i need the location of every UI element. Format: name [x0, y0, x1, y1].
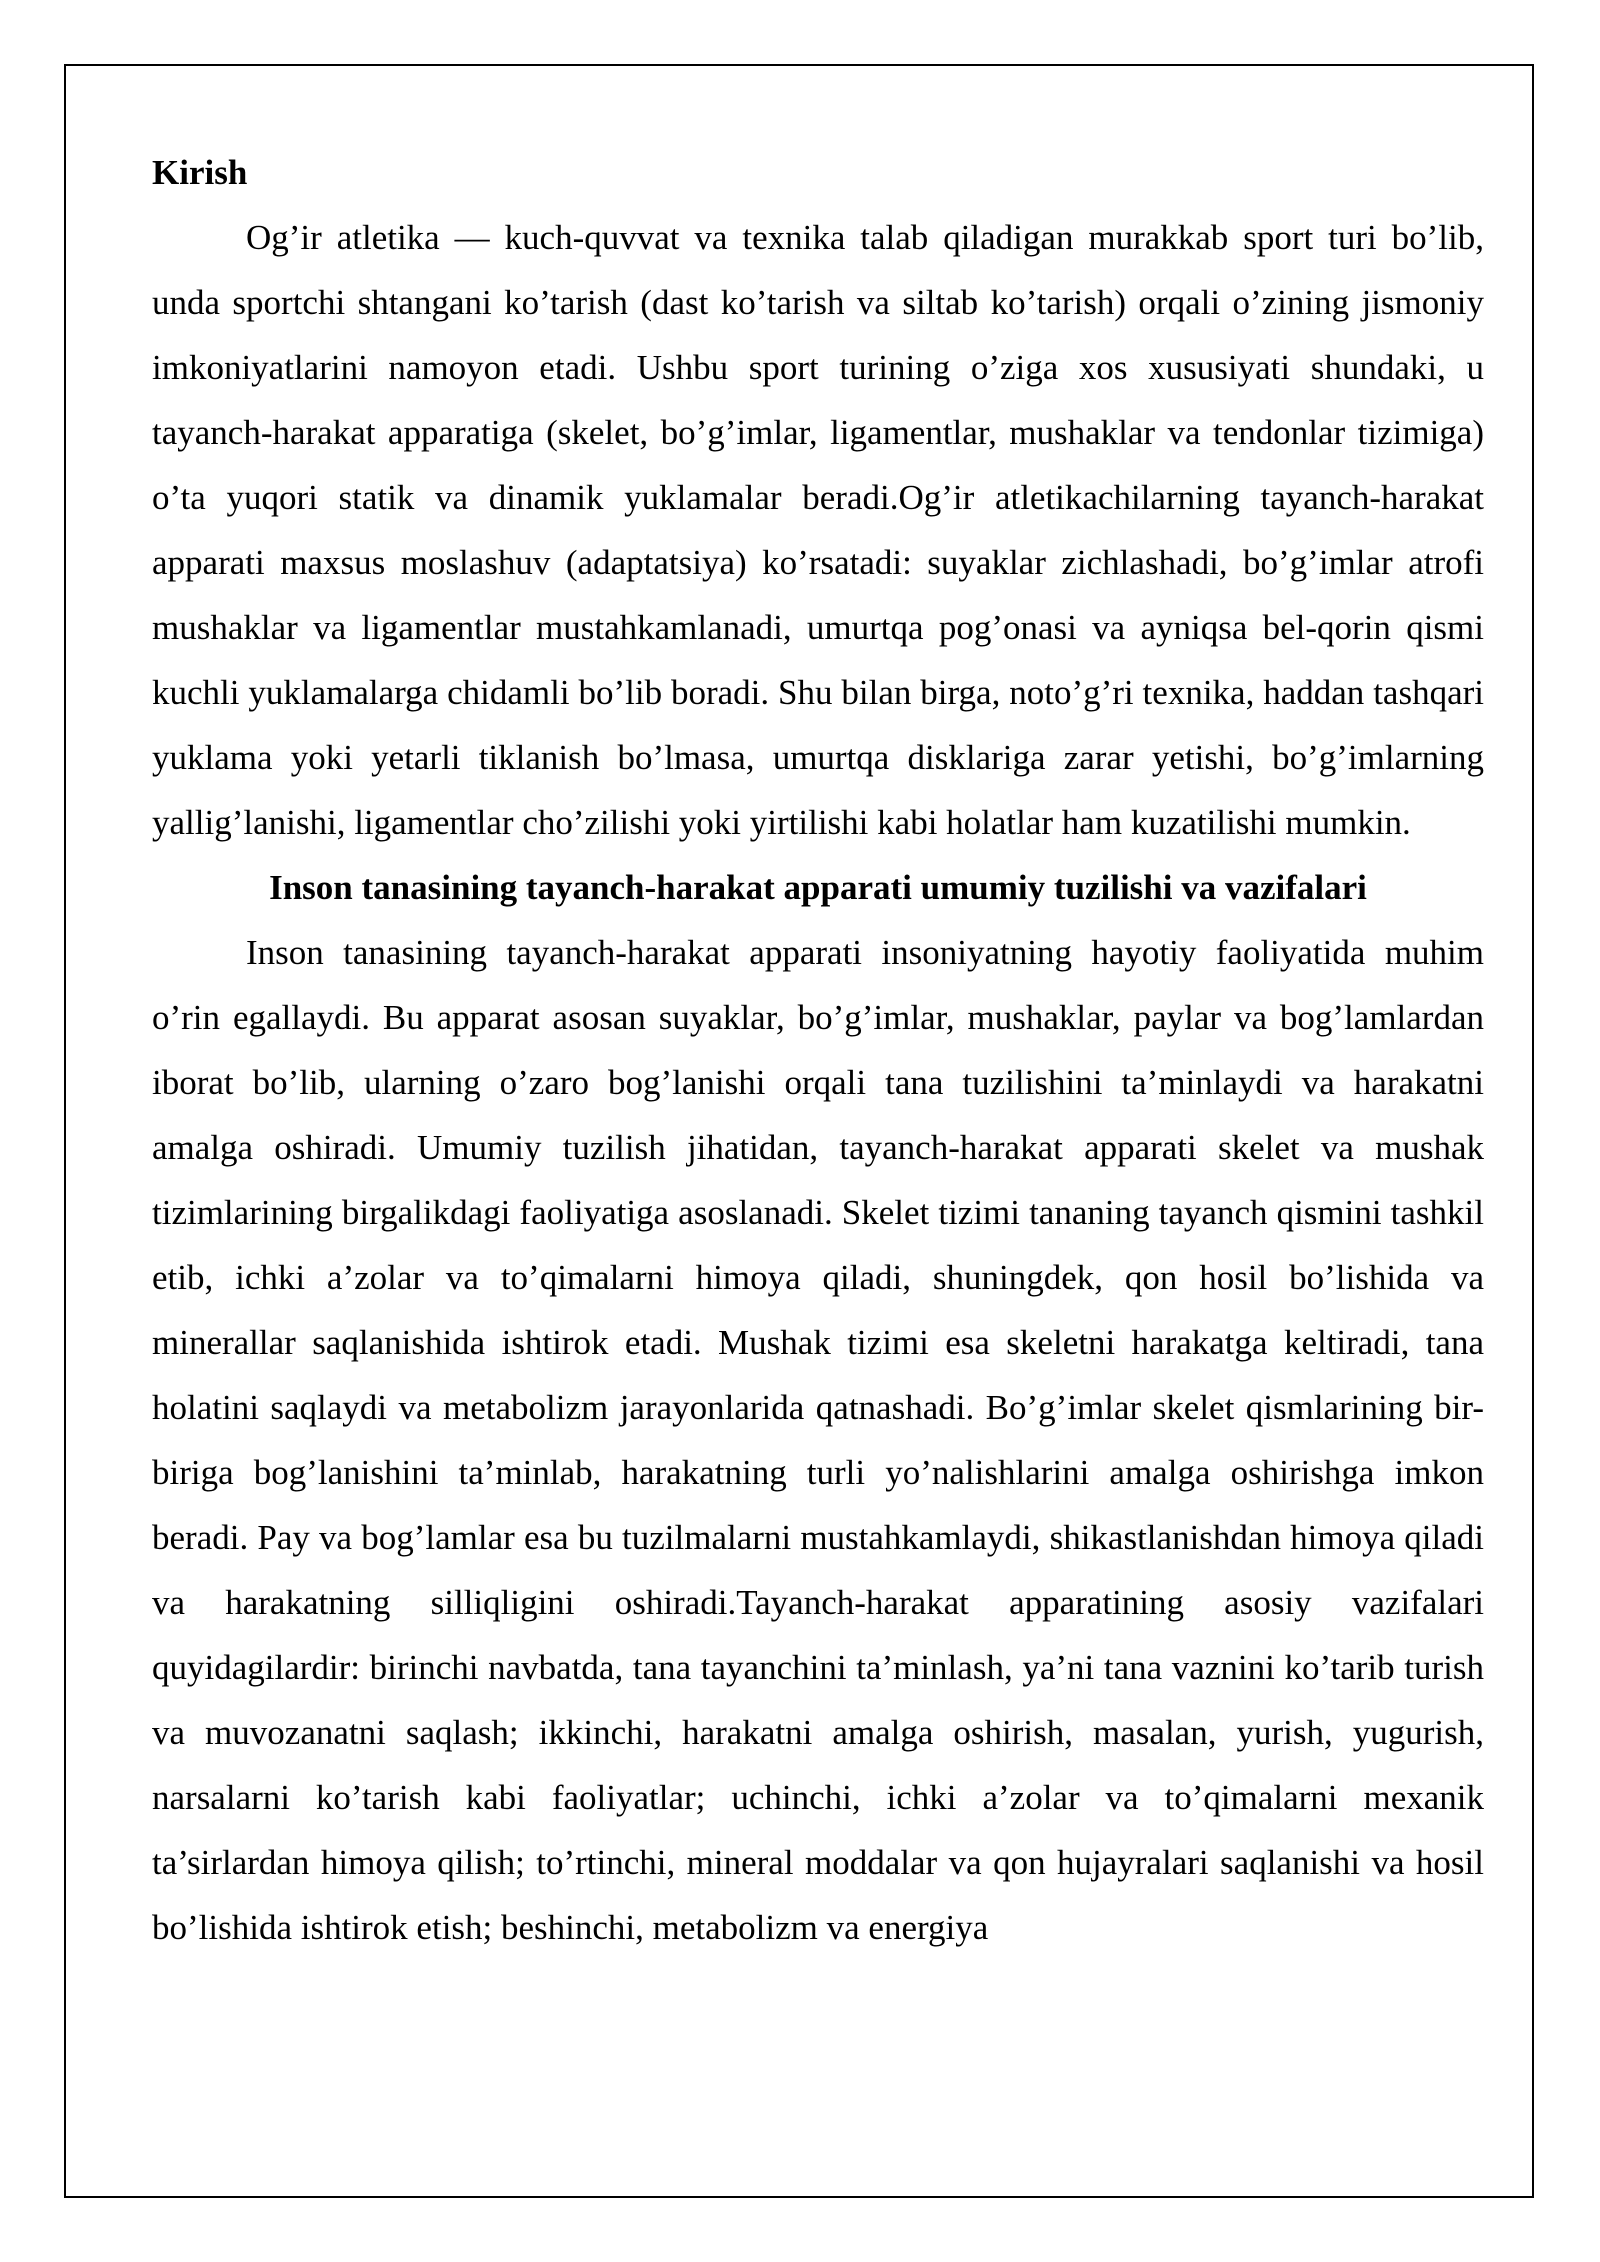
document-body: [152, 140, 1484, 1960]
intro-paragraph: Og’ir atletika — kuch-quvvat va texnika talab qiladigan murakkab sport turi bo’lib, unda sportchi shtangani ko’tarish (dast ko’tarish va siltab ko’tarish) orqali o’zining jismoniy imkoniyatlarini namoyon etadi. Ushbu sport turining o’ziga xos xususiyati shundaki, u tayanch-harakat apparatiga (skelet, bo’g’imlar, ligamentlar, mushaklar va tendonlar tizimiga) o’ta yuqori statik va dinamik yuklamalar beradi.Og’ir atletikachilarning tayanch-harakat apparati maxsus moslashuv (adaptatsiya) ko’rsatadi: suyaklar zichlashadi, bo’g’imlar atrofi mushaklar va ligamentlar mustahkamlanadi, umurtqa pog’onasi va ayniqsa bel-qorin qismi kuchli yuklamalarga chidamli bo’lib boradi. Shu bilan birga, noto’g’ri texnika, haddan tashqari yuklama yoki yetarli tiklanish bo’lmasa, umurtqa disklariga zarar yetishi, bo’g’imlarning yallig’lanishi, ligamentlar cho’zilishi yoki yirtilishi kabi holatlar ham kuzatilishi mumkin.: [152, 218, 1484, 842]
intro-heading: Kirish: [152, 153, 248, 192]
section-paragraph: Inson tanasining tayanch-harakat apparati insoniyatning hayotiy faoliyatida muhim o’rin egallaydi. Bu apparat asosan suyaklar, bo’g’imlar, mushaklar, paylar va bog’lamlardan iborat bo’lib, ularning o’zaro bog’lanishi orqali tana tuzilishini ta’minlaydi va harakatni amalga oshiradi. Umumiy tuzilish jihatidan, tayanch-harakat apparati skelet va mushak tizimlarining birgalikdagi faoliyatiga asoslanadi. Skelet tizimi tananing tayanch qismini tashkil etib, ichki a’zolar va to’qimalarni himoya qiladi, shuningdek, qon hosil bo’lishida va minerallar saqlanishida ishtirok etadi. Mushak tizimi esa skeletni harakatga keltiradi, tana holatini saqlaydi va metabolizm jarayonlarida qatnashadi. Bo’g’imlar skelet qismlarining bir-biriga bog’lanishini ta’minlab, harakatning turli yo’nalishlarini amalga oshirishga imkon beradi. Pay va bog’lamlar esa bu tuzilmalarni mustahkamlaydi, shikastlanishdan himoya qiladi va harakatning silliqligini oshiradi.Tayanch-harakat apparatining asosiy vazifalari quyidagilardir: birinchi navbatda, tana tayanchini ta’minlash, ya’ni tana vaznini ko’tarib turish va muvozanatni saqlash; ikkinchi, harakatni amalga oshirish, masalan, yurish, yugurish, narsalarni ko’tarish kabi faoliyatlar; uchinchi, ichki a’zolar va to’qimalarni mexanik ta’sirlardan himoya qilish; to’rtinchi, mineral moddalar va qon hujayralari saqlanishi va hosil bo’lishida ishtirok etish; beshinchi, metabolizm va energiya: [152, 933, 1484, 1947]
section-heading: Inson tanasining tayanch-harakat apparati umumiy tuzilishi va vazifalari: [269, 868, 1367, 907]
